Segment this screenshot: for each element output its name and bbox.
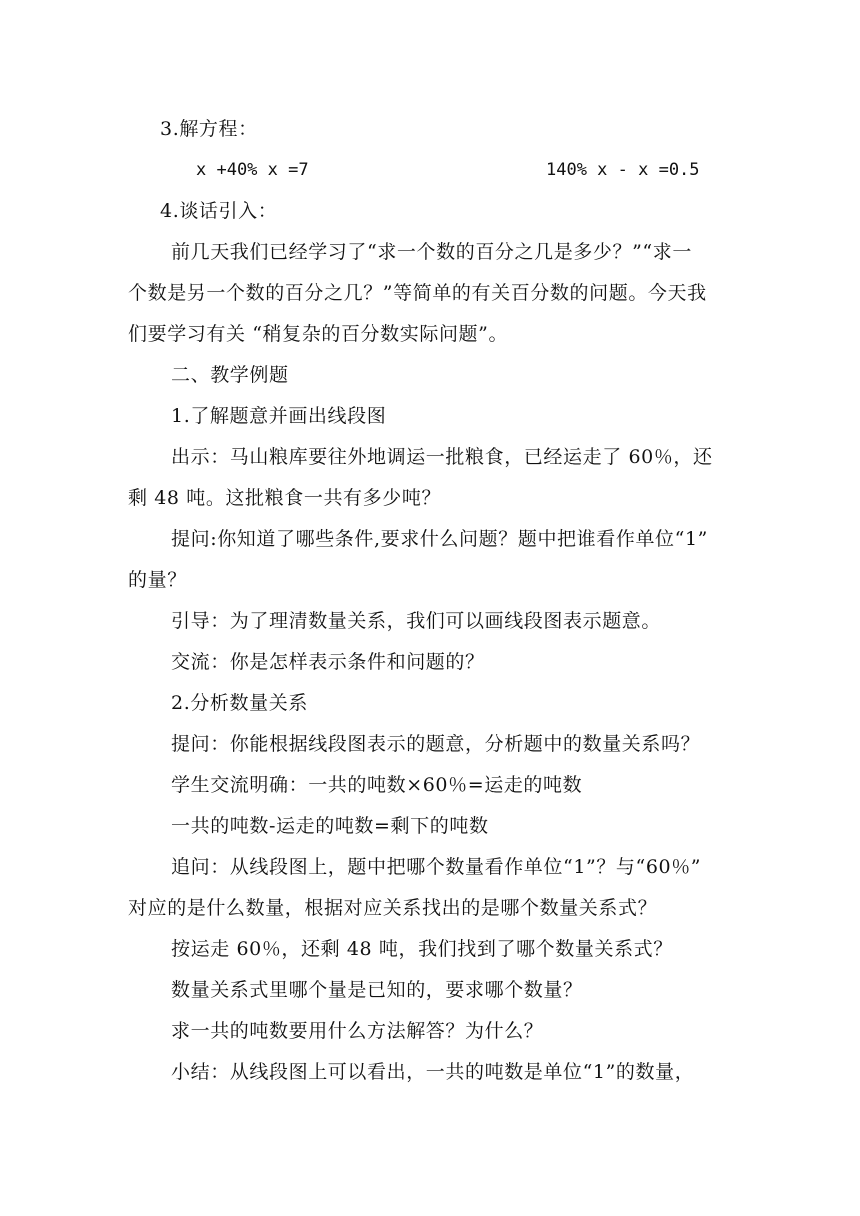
question-line-a: 按运走 60％，还剩 48 吨，我们找到了哪个数量关系式？ [171, 938, 673, 960]
followup-line-2: 对应的是什么数量，根据对应关系找出的是哪个数量关系式？ [128, 897, 658, 919]
show-line-2: 剩 48 吨。这批粮食一共有多少吨？ [128, 487, 442, 509]
show-line-1: 出示：马山粮库要往外地调运一批粮食，已经运走了 60％，还 [171, 446, 713, 468]
intro-line-1: 前几天我们已经学习了“求一个数的百分之几是多少？”“求一 [171, 241, 692, 263]
question-1-line-1: 提问:你知道了哪些条件,要求什么问题？题中把谁看作单位“1” [171, 528, 708, 550]
question-line-c: 求一共的吨数要用什么方法解答？为什么？ [171, 1020, 544, 1042]
guide-line: 引导：为了理清数量关系，我们可以画线段图表示题意。 [171, 610, 662, 632]
part-2-title: 二、教学例题 [171, 364, 289, 386]
relation-line: 一共的吨数-运走的吨数=剩下的吨数 [171, 815, 489, 837]
subsection-2-title: 2.分析数量关系 [171, 692, 308, 714]
student-line: 学生交流明确：一共的吨数×60％=运走的吨数 [171, 774, 583, 796]
question-line-b: 数量关系式里哪个量是已知的，要求哪个数量？ [171, 979, 583, 1001]
intro-line-3: 们要学习有关 “稍复杂的百分数实际问题”。 [128, 323, 509, 345]
exchange-line: 交流：你是怎样表示条件和问题的？ [171, 651, 485, 673]
summary-line: 小结：从线段图上可以看出，一共的吨数是单位“1”的数量， [171, 1061, 695, 1083]
subsection-1-title: 1.了解题意并画出线段图 [171, 405, 387, 427]
question-1-line-2: 的量？ [128, 569, 187, 591]
intro-line-2: 个数是另一个数的百分之几？”等简单的有关百分数的问题。今天我 [128, 282, 707, 304]
equation-right: 140% x - x =0.5 [546, 160, 700, 180]
question-2-line: 提问：你能根据线段图表示的题意，分析题中的数量关系吗？ [171, 733, 701, 755]
followup-line-1: 追问：从线段图上，题中把哪个数量看作单位“1”？与“60％” [171, 856, 702, 878]
section-4-title: 4.谈话引入： [160, 200, 278, 222]
equation-left: x +40% x =7 [196, 160, 309, 180]
section-3-title: 3.解方程： [160, 118, 258, 140]
